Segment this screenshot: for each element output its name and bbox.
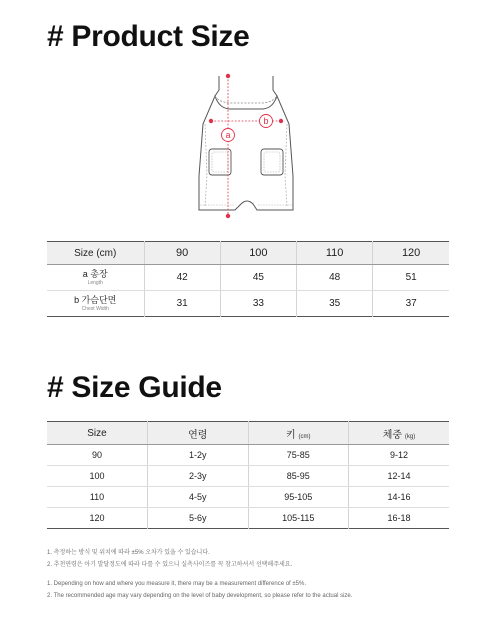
age-header: 연령	[148, 422, 249, 445]
table-cell: 35	[297, 291, 373, 317]
height-cell: 105-115	[248, 508, 349, 529]
svg-text:b: b	[263, 116, 269, 126]
table-cell: 45	[220, 265, 296, 291]
table-row	[47, 291, 449, 317]
romper-illustration	[185, 66, 310, 221]
size-header: 100	[220, 242, 296, 265]
table-cell: 37	[373, 291, 449, 317]
row-label-sub: Chest Width	[81, 305, 109, 312]
product-size-table	[47, 241, 449, 317]
table-row	[47, 445, 449, 466]
note-ko-2: 2. 추천연령은 아기 발달정도에 따라 다를 수 있으니 실측사이즈를 꼭 참고하셔서 선택해주세요.	[47, 562, 293, 568]
age-cell: 2-3y	[148, 466, 249, 487]
size-header: 110	[297, 242, 373, 265]
height-unit: (cm)	[298, 433, 311, 440]
size-header: Size	[47, 422, 148, 445]
size-guide-heading: # Size Guide	[47, 371, 222, 404]
table-row	[47, 466, 449, 487]
row-label	[47, 291, 144, 317]
size-guide-table	[47, 421, 449, 529]
table-cell: 51	[373, 265, 449, 291]
height-cell: 75-85	[248, 445, 349, 466]
size-guide-header-row	[47, 422, 449, 445]
note-en-2: 2. The recommended age may vary depending on the level of baby development, so please refer to the actual size.	[47, 593, 353, 599]
weight-cell: 14-16	[349, 487, 450, 508]
row-label	[47, 265, 144, 291]
table-cell: 48	[297, 265, 373, 291]
size-header: 90	[144, 242, 220, 265]
weight-unit: (kg)	[404, 433, 416, 440]
product-size-heading: # Product Size	[47, 20, 250, 53]
table-row	[47, 487, 449, 508]
size-header: 120	[373, 242, 449, 265]
size-cell: 110	[47, 487, 148, 508]
note-ko-1: 1. 측정하는 방식 및 위치에 따라 ±5% 오차가 있을 수 있습니다.	[47, 550, 210, 556]
note-en-1: 1. Depending on how and where you measure it, there may be a measurement difference of ±5%.	[47, 581, 306, 587]
row-label-main: a 총장	[82, 268, 108, 279]
row-label-main: b 가슴단면	[74, 294, 117, 305]
table-cell: 33	[220, 291, 296, 317]
table-row	[47, 508, 449, 529]
size-cell: 100	[47, 466, 148, 487]
age-cell: 4-5y	[148, 487, 249, 508]
weight-header: 체중 (kg)	[349, 422, 450, 445]
product-size-header-row	[47, 242, 449, 265]
size-cell: 120	[89, 513, 105, 523]
weight-cell: 16-18	[349, 508, 450, 529]
size-cm-header: Size (cm)	[47, 242, 144, 265]
height-header: 키 (cm)	[248, 422, 349, 445]
table-cell: 31	[144, 291, 220, 317]
table-cell: 42	[144, 265, 220, 291]
table-row	[47, 265, 449, 291]
row-label-sub: Length	[87, 279, 103, 286]
weight-cell: 12-14	[349, 466, 450, 487]
weight-cell: 9-12	[349, 445, 450, 466]
height-cell: 95-105	[248, 487, 349, 508]
svg-text:a: a	[225, 130, 231, 140]
age-cell: 1-2y	[148, 445, 249, 466]
size-cell: 90	[47, 445, 148, 466]
age-cell: 5-6y	[148, 508, 249, 529]
height-cell: 85-95	[248, 466, 349, 487]
